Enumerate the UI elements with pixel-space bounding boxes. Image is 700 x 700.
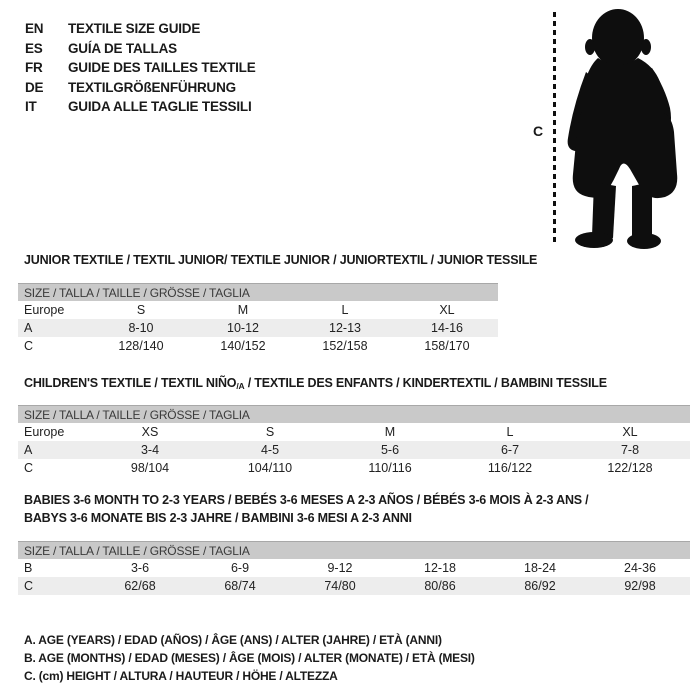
height-cell: 152/158	[322, 339, 368, 353]
row-label: A	[24, 443, 33, 457]
size-cell: S	[265, 425, 275, 439]
size-cell: M	[384, 425, 396, 439]
title-subscript: /A	[236, 381, 245, 391]
height-cell: 80/86	[424, 579, 456, 593]
table-row-age	[18, 319, 498, 337]
lang-code: FR	[25, 60, 43, 76]
lang-code: DE	[25, 79, 44, 95]
table-row-age	[18, 441, 690, 459]
lang-label: TEXTILGRÖßENFÜHRUNG	[68, 79, 236, 95]
lang-code: EN	[25, 21, 44, 37]
age-cell: 24-36	[624, 561, 656, 575]
children-size-table	[18, 405, 690, 477]
size-cell: S	[136, 303, 146, 317]
lang-label: TEXTILE SIZE GUIDE	[68, 21, 201, 37]
babies-title-line1: BABIES 3-6 MONTH TO 2-3 YEARS / BEBÉS 3-6 MESES A 2-3 AÑOS / BÉBÉS 3-6 MOIS À 2-3 ANS /	[24, 493, 589, 507]
lang-code: ES	[25, 40, 43, 56]
footnote-age-months: B. AGE (MONTHS) / EDAD (MESES) / ÂGE (MOIS) / ALTER (MONATE) / ETÀ (MESI)	[24, 651, 475, 665]
row-label: Europe	[24, 425, 65, 439]
babies-size-table	[18, 541, 690, 595]
lang-label: GUIDE DES TAILLES TEXTILE	[68, 60, 256, 76]
lang-row-it	[25, 97, 256, 117]
children-section-title	[24, 374, 607, 395]
size-cell: M	[237, 303, 249, 317]
row-label: A	[24, 321, 33, 335]
age-cell: 12-13	[329, 321, 361, 335]
table-row-height	[18, 459, 690, 477]
size-cell: XL	[622, 425, 638, 439]
row-label: B	[24, 561, 33, 575]
table-row-height	[18, 337, 498, 355]
height-cell: 86/92	[524, 579, 556, 593]
age-cell: 5-6	[380, 443, 400, 457]
height-cell: 74/80	[324, 579, 356, 593]
row-label: Europe	[24, 303, 65, 317]
size-header-bar: SIZE / TALLA / TAILLE / GRÖSSE / TAGLIA	[18, 541, 690, 559]
size-cell: L	[341, 303, 349, 317]
height-cell: 116/122	[487, 461, 533, 475]
row-label: C	[24, 461, 34, 475]
size-header-bar: SIZE / TALLA / TAILLE / GRÖSSE / TAGLIA	[18, 405, 690, 423]
table-row-height	[18, 577, 690, 595]
age-cell: 14-16	[431, 321, 463, 335]
height-cell: 140/152	[220, 339, 266, 353]
toddler-silhouette-icon	[558, 6, 698, 254]
lang-label: GUÍA DE TALLAS	[68, 40, 177, 56]
height-cell: 128/140	[118, 339, 164, 353]
age-cell: 18-24	[524, 561, 556, 575]
title-suffix: / TEXTILE DES ENFANTS / KINDERTEXTIL / BAMBINI TESSILE	[244, 376, 607, 390]
height-measure-dashed-line	[553, 12, 556, 245]
table-row-europe	[18, 301, 498, 319]
title-prefix: CHILDREN'S TEXTILE / TEXTIL NIÑO	[24, 376, 237, 390]
babies-section-title	[24, 491, 588, 527]
table-row-europe	[18, 423, 690, 441]
height-cell: 158/170	[424, 339, 470, 353]
size-cell: XL	[439, 303, 455, 317]
size-cell: XS	[141, 425, 159, 439]
age-cell: 4-5	[260, 443, 280, 457]
junior-size-table	[18, 283, 498, 355]
height-cell: 110/116	[368, 461, 412, 475]
lang-label: GUIDA ALLE TAGLIE TESSILI	[68, 99, 252, 115]
lang-row-en	[25, 19, 256, 39]
age-cell: 12-18	[424, 561, 456, 575]
age-cell: 3-4	[140, 443, 160, 457]
age-cell: 6-7	[500, 443, 520, 457]
lang-row-de	[25, 78, 256, 98]
size-header-bar: SIZE / TALLA / TAILLE / GRÖSSE / TAGLIA	[18, 283, 498, 301]
height-cell: 122/128	[607, 461, 653, 475]
age-cell: 9-12	[327, 561, 353, 575]
height-cell: 92/98	[624, 579, 656, 593]
footnote-height: C. (cm) HEIGHT / ALTURA / HAUTEUR / HÖHE / ALTEZZA	[24, 669, 338, 683]
legend-footnotes	[24, 631, 475, 685]
lang-row-fr	[25, 58, 256, 78]
age-cell: 10-12	[227, 321, 259, 335]
footnote-age-years: A. AGE (YEARS) / EDAD (AÑOS) / ÂGE (ANS) / ALTER (JAHRE) / ETÀ (ANNI)	[24, 633, 442, 647]
height-cell: 62/68	[124, 579, 156, 593]
junior-section-title: JUNIOR TEXTILE / TEXTIL JUNIOR/ TEXTILE JUNIOR / JUNIORTEXTIL / JUNIOR TESSILE	[24, 253, 538, 267]
height-cell: 104/110	[247, 461, 293, 475]
lang-code: IT	[25, 99, 37, 115]
row-label: C	[24, 339, 34, 353]
height-cell: 68/74	[224, 579, 256, 593]
language-list	[25, 19, 256, 117]
age-cell: 6-9	[230, 561, 250, 575]
age-cell: 8-10	[128, 321, 154, 335]
height-cell: 98/104	[130, 461, 170, 475]
row-label: C	[24, 579, 34, 593]
lang-row-es	[25, 39, 256, 59]
table-row-age-months	[18, 559, 690, 577]
age-cell: 7-8	[620, 443, 640, 457]
age-cell: 3-6	[130, 561, 150, 575]
size-cell: L	[506, 425, 514, 439]
babies-title-line2: BABYS 3-6 MONATE BIS 2-3 JAHRE / BAMBINI 3-6 MESI A 2-3 ANNI	[24, 511, 412, 525]
height-measure-label: C	[533, 123, 544, 139]
